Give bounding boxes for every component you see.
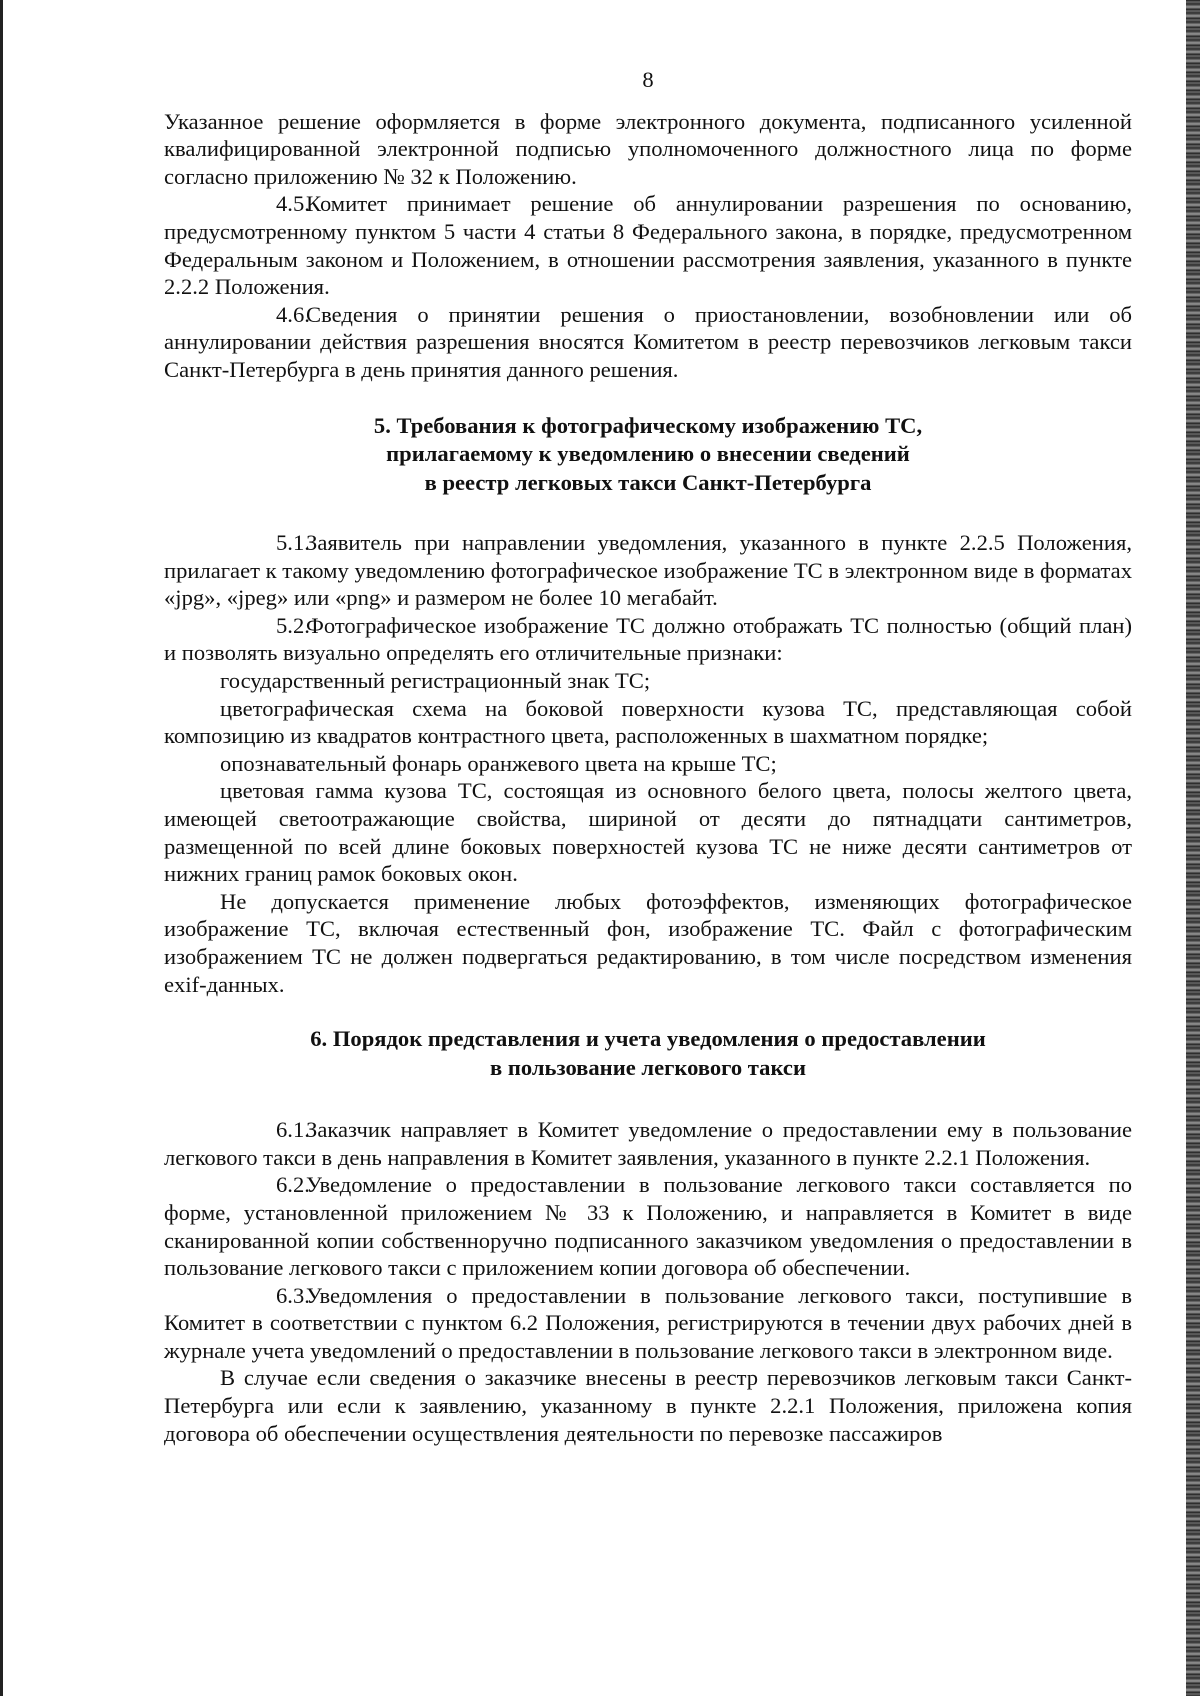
paragraph-decision-form: Указанное решение оформляется в форме электронного документа, подписанного усиленной квалифицированной электронной подписью уполномоченного должностного лица по форме согласно приложению № 32 к Положению. (164, 108, 1132, 189)
clause-text: Заказчик направляет в Комитет уведомление о предоставлении ему в пользование легкового такси в день направления в Комитет заявления, указанного в пункте 2.2.1 Положения. (164, 1117, 1132, 1170)
heading-line: 5. Требования к фотографическому изображению ТС, (373, 412, 923, 438)
feature-roof-light: опознавательный фонарь оранжевого цвета на крыше ТС; (220, 750, 777, 776)
feature-color-scheme: цветографическая схема на боковой поверхности кузова ТС, представляющая собой композицию из квадратов контрастного цвета, расположенных в шахматном порядке; (164, 695, 1132, 749)
paragraph-closing: В случае если сведения о заказчике внесены в реестр перевозчиков легковым такси Санкт-Петербурга или если к заявлению, указанному в пункте 2.2.1 Положения, приложена копия договора об обеспечении осуществления деятельности по перевозке пассажиров (164, 1365, 1132, 1446)
clause-6-3 (164, 1282, 1132, 1365)
clause-text: Фотографическое изображение ТС должно отображать ТС полностью (общий план) и позволять визуально определять его отличительные признаки: (164, 612, 1132, 666)
clause-number: 6.1. (276, 1117, 310, 1143)
clause-number: 6.2. (276, 1172, 310, 1198)
clause-number: 4.6. (276, 301, 310, 327)
clause-number: 4.5. (276, 191, 310, 217)
feature-body-colors: цветовая гамма кузова ТС, состоящая из основного белого цвета, полосы желтого цвета, имеющей светоотражающие свойства, шириной от десяти до пятнадцати сантиметров, размещенной по всей длине боковых поверхностей кузова ТС не ниже десяти сантиметров от нижних границ рамок боковых окон. (164, 778, 1132, 887)
clause-6-2 (164, 1171, 1132, 1281)
clause-number: 6.3. (276, 1282, 310, 1308)
scan-edge-right (1186, 0, 1200, 1696)
clause-5-1 (164, 529, 1132, 612)
clause-5-2 (164, 612, 1132, 667)
heading-line: в пользование легкового такси (490, 1054, 806, 1080)
paragraph-no-photo-effects: Не допускается применение любых фотоэффектов, изменяющих фотографическое изображение ТС, включая естественный фон, изображение ТС. Файл с фотографическим изображением ТС не должен подвергаться редактированию, в том числе посредством изменения exif-данных. (164, 888, 1132, 997)
feature-plate: государственный регистрационный знак ТС; (220, 668, 651, 693)
clause-text: Уведомление о предоставлении в пользование легкового такси составляется по форме, установленной приложением № 33 к Положению, и направляется в Комитет в виде сканированной копии собственноручно подписанного заказчиком уведомления о предоставлении в пользование легкового такси с приложением копии договора об обеспечении. (164, 1172, 1132, 1281)
clause-text: Уведомления о предоставлении в пользование легкового такси, поступившие в Комитет в соответствии с пунктом 6.2 Положения, регистрируются в течении двух рабочих дней в журнале учета уведомлений о предоставлении в пользование легкового такси в электронном виде. (164, 1282, 1132, 1363)
document-page (164, 66, 1132, 1447)
heading-line: 6. Порядок представления и учета уведомления о предоставлении (310, 1026, 986, 1052)
clause-text: Заявитель при направлении уведомления, указанного в пункте 2.2.5 Положения, прилагает к такому уведомлению фотографическое изображение ТС в электронном виде в форматах «jpg», «jpeg» или «png» и размером не более 10 мегабайт. (164, 530, 1132, 611)
clause-number: 5.1. (276, 530, 310, 556)
page-number: 8 (642, 67, 654, 92)
heading-line: прилагаемому к уведомлению о внесении сведений (386, 441, 910, 467)
scan-edge-left (0, 0, 3, 1696)
clause-4-5 (164, 190, 1132, 300)
clause-text: Комитет принимает решение об аннулировании разрешения по основанию, предусмотренному пунктом 5 части 4 статьи 8 Федерального закона, в порядке, предусмотренном Федеральным законом и Положением, в отношении рассмотрения заявления, указанного в пункте 2.2.2 Положения. (164, 191, 1132, 300)
section-5-heading (164, 412, 1132, 498)
clause-text: Сведения о принятии решения о приостановлении, возобновлении или об аннулировании действия разрешения вносятся Комитетом в реестр перевозчиков легковым такси Санкт-Петербурга в день принятия данного решения. (164, 301, 1132, 382)
section-6-heading (164, 1025, 1132, 1082)
heading-line: в реестр легковых такси Санкт-Петербурга (424, 469, 872, 495)
clause-4-6 (164, 301, 1132, 384)
clause-6-1 (164, 1116, 1132, 1171)
clause-number: 5.2. (276, 612, 310, 638)
